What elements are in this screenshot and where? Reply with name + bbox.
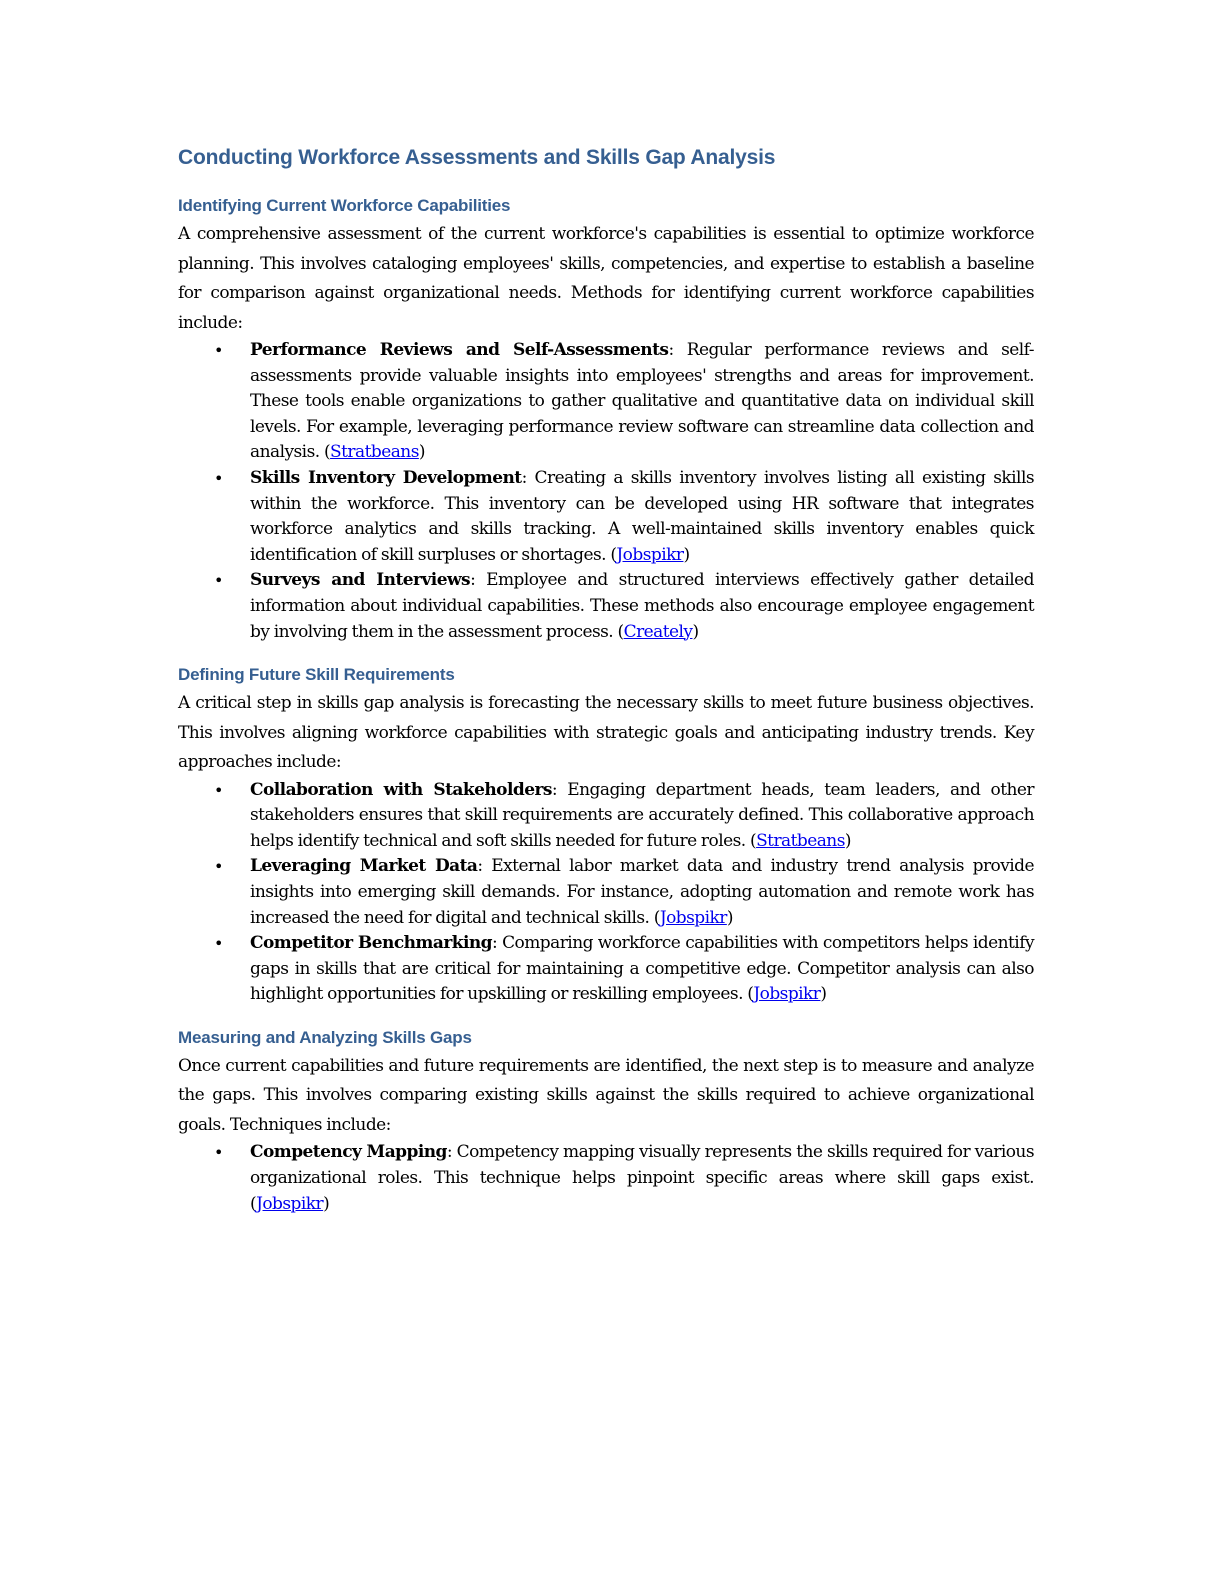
section-future-requirements [178,663,1034,1008]
section-heading: Defining Future Skill Requirements [178,665,455,685]
item-text: : Comparing workforce capabilities with competitors helps identify gaps in skills that are critical for maintaining a competitive edge. Competitor analysis can also highlight opportunities for upskilling or reskilling employees. ( [250,933,1034,1005]
document-page [178,140,1034,1217]
item-close: ) [820,984,827,1005]
item-close: ) [726,907,733,928]
citation-link[interactable]: Jobspikr [616,544,684,565]
section-heading: Identifying Current Workforce Capabilities [178,196,511,215]
list-item [178,466,1034,568]
item-text: : Employee and structured interviews effectively gather detailed information about individual capabilities. These methods also encourage employee engagement by involving them in the assessment process. ( [250,570,1034,642]
item-term: Leveraging Market Data [250,856,478,877]
citation-link[interactable]: Stratbeans [756,830,845,851]
list-item [178,854,1034,931]
section-intro: A critical step in skills gap analysis is forecasting the necessary skills to meet future business objectives. This involves aligning workforce capabilities with strategic goals and anticipating industry trends. Key approaches include: [178,693,1034,773]
bullet-icon: • [214,934,223,954]
item-close: ) [844,830,851,851]
item-term: Surveys and Interviews [250,570,471,591]
item-close: ) [418,442,425,463]
bullet-list [178,1140,1034,1217]
bullet-icon: • [214,571,223,591]
item-term: Skills Inventory Development [250,467,522,488]
section-current-capabilities [178,194,1034,645]
list-item [178,338,1034,466]
citation-link[interactable]: Stratbeans [330,442,419,463]
item-text: : Creating a skills inventory involves listing all existing skills within the workforce. This inventory can be developed using HR software that integrates workforce analytics and skills tracking. A well-maintained skills inventory enables quick identification of skill surpluses or shortages. ( [250,467,1035,565]
item-term: Competitor Benchmarking [250,933,493,954]
bullet-list [178,338,1034,645]
list-item [178,778,1034,855]
list-item [178,931,1034,1008]
section-heading: Measuring and Analyzing Skills Gaps [178,1027,472,1047]
section-measuring-gaps [178,1026,1034,1217]
list-item [178,568,1034,645]
item-term: Performance Reviews and Self-Assessments [250,340,669,360]
citation-link[interactable]: Creately [623,621,693,642]
item-text: : External labor market data and industry trend analysis provide insights into emerging skill demands. For instance, adopting automation and remote work has increased the need for digital and technical skills. ( [250,856,1034,928]
citation-link[interactable]: Jobspikr [256,1193,324,1214]
item-text: : Regular performance reviews and self-assessments provide valuable insights into employees' strengths and areas for improvement. These tools enable organizations to gather qualitative and quantitative data on individual skill levels. For example, leveraging performance review software can streamline data collection and analysis. ( [250,340,1034,463]
bullet-icon: • [214,1143,223,1163]
citation-link[interactable]: Jobspikr [753,984,821,1005]
item-term: Collaboration with Stakeholders [250,779,552,800]
citation-link[interactable]: Jobspikr [659,907,727,928]
document-title: Conducting Workforce Assessments and Skills Gap Analysis [178,146,776,169]
item-close: ) [323,1193,330,1214]
item-text: : Competency mapping visually represents the skills required for various organizational roles. This technique helps pinpoint specific areas where skill gaps exist. ( [250,1142,1034,1214]
section-intro: A comprehensive assessment of the current workforce's capabilities is essential to optimize workforce planning. This involves cataloging employees' skills, competencies, and expertise to establish a baseline for comparison against organizational needs. Methods for identifying current workforce capabilities include: [178,224,1034,333]
bullet-list [178,778,1034,1008]
bullet-icon: • [214,857,223,877]
list-item [178,1140,1034,1217]
bullet-icon: • [214,780,223,800]
bullet-icon: • [214,341,223,360]
bullet-icon: • [214,468,223,488]
item-term: Competency Mapping [250,1142,447,1163]
section-intro: Once current capabilities and future requirements are identified, the next step is to measure and analyze the gaps. This involves comparing existing skills against the skills required to achieve organizational goals. Techniques include: [178,1055,1034,1135]
item-close: ) [683,544,690,565]
item-text: : Engaging department heads, team leaders, and other stakeholders ensures that skill requirements are accurately defined. This collaborative approach helps identify technical and soft skills needed for future roles. ( [250,779,1034,851]
item-close: ) [692,621,699,642]
